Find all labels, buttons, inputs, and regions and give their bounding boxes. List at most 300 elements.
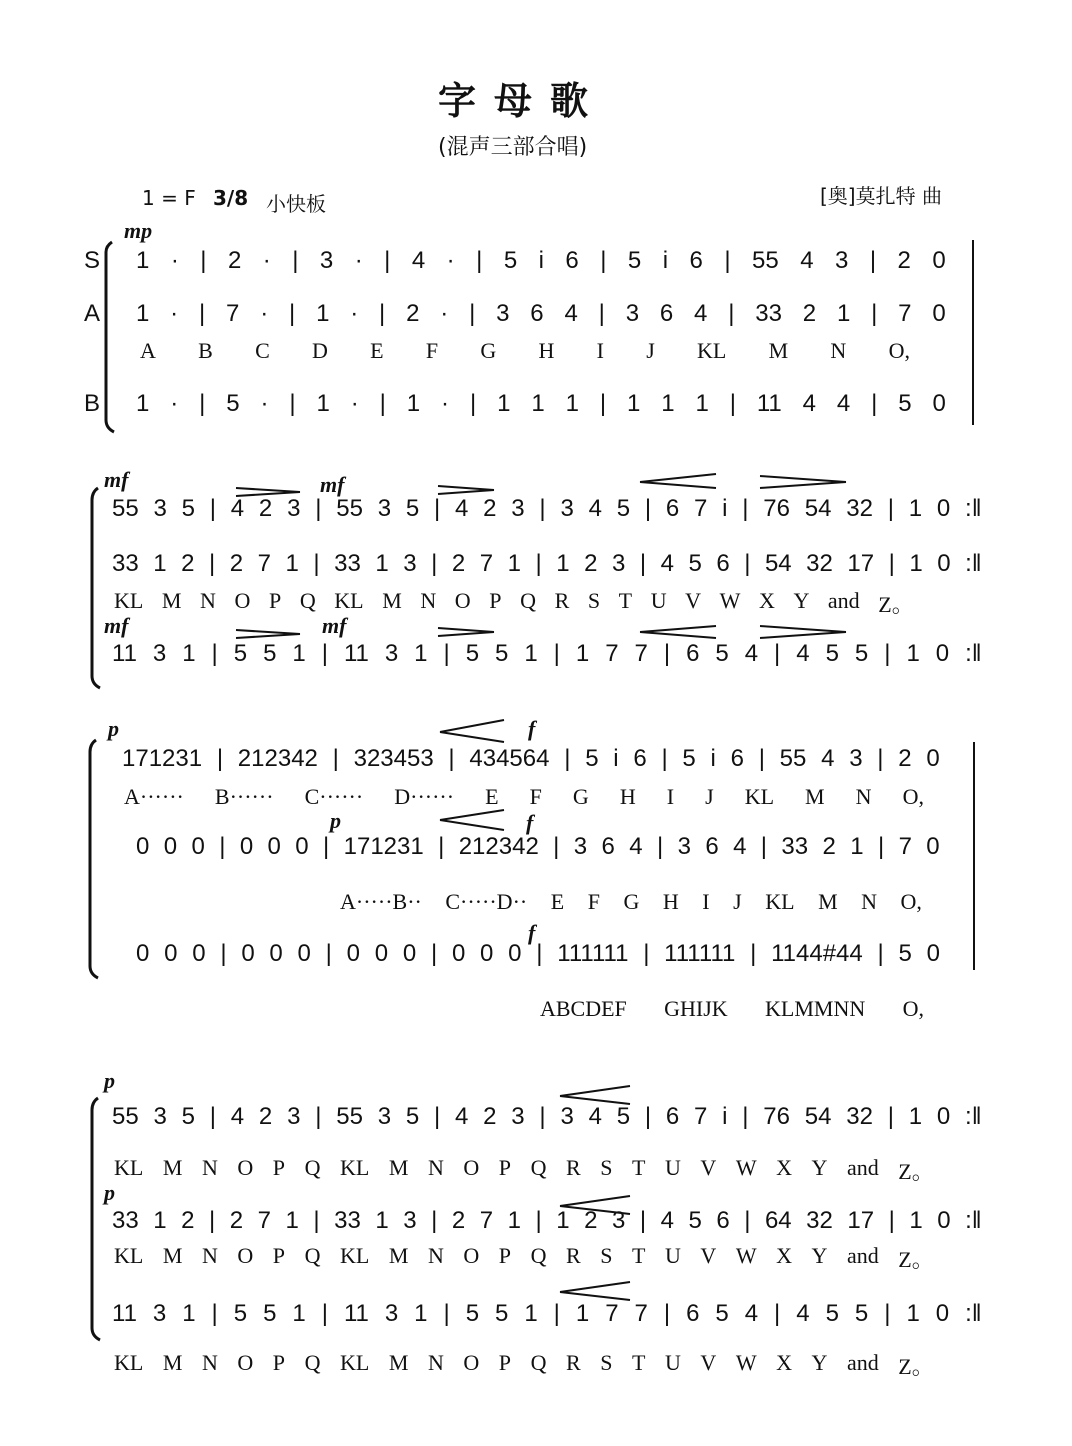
notation-token: P bbox=[498, 1243, 512, 1268]
notation-token: 5 bbox=[898, 390, 912, 417]
composer: [奥]莫扎特 曲 bbox=[820, 184, 942, 208]
notation-token: 1 bbox=[136, 390, 150, 417]
barline: | bbox=[744, 550, 751, 577]
notation-token: 3 bbox=[625, 300, 640, 327]
notation-token: 1 bbox=[153, 1207, 167, 1234]
notation-token: 3 bbox=[560, 495, 574, 522]
notation-token: 4 bbox=[821, 745, 835, 772]
notation-token: P bbox=[489, 588, 502, 613]
notation-token: · bbox=[446, 247, 455, 274]
notation-token: F bbox=[425, 338, 439, 363]
notation-token: 55 bbox=[112, 495, 139, 522]
notation-token: 2 bbox=[483, 495, 497, 522]
dynamic-f: f bbox=[528, 920, 536, 945]
notation-token: W bbox=[735, 1155, 757, 1180]
barline: | bbox=[600, 247, 607, 274]
notation-token: 0 bbox=[937, 550, 951, 577]
notation-token: T bbox=[618, 588, 633, 613]
notation-token: 1 bbox=[507, 1207, 521, 1234]
notation-token: ABCDEF bbox=[540, 996, 627, 1021]
notation-token: 32 bbox=[846, 495, 873, 522]
notation-token: H bbox=[619, 784, 636, 809]
notation-token: A······ bbox=[124, 784, 184, 809]
notation-token: M bbox=[818, 889, 838, 914]
barline: | bbox=[758, 745, 765, 772]
notation-token: 6 bbox=[601, 833, 615, 860]
barline: | bbox=[321, 1300, 328, 1327]
barline: | bbox=[379, 300, 386, 327]
notation-token: 0 bbox=[191, 833, 205, 860]
notation-token: 1 bbox=[414, 640, 428, 667]
barline: | bbox=[877, 833, 885, 860]
dynamic-mf: mf bbox=[104, 613, 129, 638]
notation-token: D bbox=[312, 338, 328, 363]
notation-token: 2 bbox=[229, 1207, 244, 1234]
notation-token: M bbox=[805, 784, 825, 809]
barline: | bbox=[289, 390, 296, 417]
notation-token: M bbox=[162, 1350, 183, 1375]
notation-token: 7 bbox=[479, 1207, 494, 1234]
notation-token: H bbox=[538, 338, 555, 363]
notation-token: T bbox=[632, 1243, 646, 1268]
notation-token: M bbox=[382, 588, 402, 613]
notation-token: 0 bbox=[935, 640, 950, 667]
notation-token: 54 bbox=[764, 550, 792, 577]
notation-token: 3 bbox=[384, 1300, 399, 1327]
barline: | bbox=[430, 940, 438, 967]
barline: | bbox=[313, 1207, 320, 1234]
notation-token: 171231 bbox=[122, 745, 203, 772]
notation-token: 0 bbox=[937, 1207, 951, 1234]
notation-token: N bbox=[855, 784, 872, 809]
barline: | bbox=[663, 1300, 671, 1327]
notation-token: 434564 bbox=[469, 745, 550, 772]
notation-token: 6 bbox=[565, 247, 579, 274]
notation-token: O bbox=[463, 1155, 480, 1180]
notation-token: i bbox=[662, 247, 669, 274]
notation-token: 7 bbox=[898, 300, 912, 327]
notation-token: 3 bbox=[152, 1300, 167, 1327]
notation-token: S bbox=[600, 1243, 613, 1268]
notation-token: Z。 bbox=[898, 1354, 934, 1379]
barline: | bbox=[887, 495, 894, 522]
notation-token: 32 bbox=[846, 1103, 873, 1130]
hairpin bbox=[438, 486, 494, 490]
notation-token: M bbox=[162, 1243, 183, 1268]
barline: | bbox=[888, 550, 895, 577]
notation-token: :‖ bbox=[965, 640, 982, 667]
notation-token: · bbox=[441, 390, 450, 417]
barline: | bbox=[384, 247, 391, 274]
dynamic-p: p bbox=[104, 1068, 115, 1093]
notation-token: 1 bbox=[375, 1207, 389, 1234]
notation-token: 3 bbox=[835, 247, 849, 274]
notation-token: 5 bbox=[616, 495, 631, 522]
notation-token: 33 bbox=[112, 550, 139, 577]
hairpin bbox=[640, 626, 716, 632]
notation-token: 5 bbox=[715, 1300, 729, 1327]
notation-token: 5 bbox=[503, 247, 518, 274]
barline: | bbox=[774, 640, 781, 667]
system-bracket bbox=[106, 242, 114, 432]
barline: | bbox=[219, 833, 226, 860]
notation-token: 5 bbox=[898, 940, 912, 967]
barline: | bbox=[724, 247, 731, 274]
notation-token: W bbox=[735, 1350, 757, 1375]
notation-token: 0 bbox=[346, 940, 360, 967]
notation-token: 17 bbox=[847, 1207, 875, 1234]
barline: | bbox=[877, 940, 884, 967]
notation-token: 7 bbox=[257, 550, 271, 577]
notation-token: N bbox=[830, 338, 847, 363]
notation-token: 6 bbox=[730, 745, 744, 772]
notation-token: W bbox=[735, 1243, 757, 1268]
notation-token: X bbox=[758, 588, 775, 613]
notation-token: E bbox=[485, 784, 499, 809]
notation-token: I bbox=[666, 784, 675, 809]
notation-token: 6 bbox=[716, 1207, 730, 1234]
barline: | bbox=[644, 495, 652, 522]
notation-token: 3 bbox=[573, 833, 588, 860]
notation-token: 1144#44 bbox=[771, 940, 863, 967]
notation-token: 1 bbox=[414, 1300, 428, 1327]
notation-token: 33 bbox=[781, 833, 809, 860]
notation-token: 0 bbox=[269, 940, 283, 967]
notation-token: 5 bbox=[263, 1300, 277, 1327]
notation-token: 4 bbox=[836, 390, 851, 417]
notation-token: · bbox=[260, 300, 269, 327]
dynamic-p: p bbox=[104, 1180, 115, 1205]
notation-token: 0 bbox=[508, 940, 522, 967]
notation-token: 5 bbox=[825, 1300, 839, 1327]
notation-token: 2 bbox=[802, 300, 817, 327]
notation-token: Z。 bbox=[898, 1247, 934, 1272]
notation-token: · bbox=[260, 390, 269, 417]
notation-token: 1 bbox=[626, 390, 641, 417]
notation-token: O, bbox=[902, 996, 924, 1021]
notation-token: 2 bbox=[258, 1103, 273, 1130]
notation-token: N bbox=[427, 1350, 444, 1375]
notation-token: X bbox=[776, 1350, 793, 1375]
barline: | bbox=[774, 1300, 781, 1327]
notation-token: 7 bbox=[634, 640, 648, 667]
notation-token: 17 bbox=[847, 550, 875, 577]
barline: | bbox=[289, 300, 296, 327]
notation-token: 3 bbox=[153, 495, 167, 522]
barline: | bbox=[871, 390, 878, 417]
notation-token: Q bbox=[520, 588, 536, 613]
notation-token: 54 bbox=[804, 495, 832, 522]
barline: | bbox=[598, 300, 605, 327]
dynamic-mf: mf bbox=[104, 467, 129, 492]
notation-token: S bbox=[587, 588, 601, 613]
notation-token: U bbox=[650, 588, 667, 613]
notation-token: 5 bbox=[854, 1300, 869, 1327]
barline: | bbox=[536, 940, 543, 967]
notation-token: :‖ bbox=[965, 1207, 982, 1234]
barline: | bbox=[729, 390, 736, 417]
notation-token: T bbox=[632, 1155, 646, 1180]
notation-token: I bbox=[702, 889, 710, 914]
notation-token: 3 bbox=[287, 495, 301, 522]
barline: | bbox=[208, 550, 216, 577]
barline: | bbox=[884, 1300, 891, 1327]
notation-token: i bbox=[710, 745, 716, 772]
notation-token: V bbox=[700, 1243, 717, 1268]
notation-token: 5 bbox=[465, 1300, 480, 1327]
notation-token: 0 bbox=[374, 940, 389, 967]
notation-token: 5 bbox=[682, 745, 696, 772]
notation-token: 0 bbox=[402, 940, 417, 967]
notation-token: 6 bbox=[686, 640, 700, 667]
notation-token: 6 bbox=[665, 1103, 680, 1130]
notation-token: 212342 bbox=[237, 745, 318, 772]
notation-token: 7 bbox=[257, 1207, 271, 1234]
notation-token: 3 bbox=[511, 495, 525, 522]
barline: | bbox=[553, 640, 560, 667]
notation-token: 1 bbox=[575, 640, 590, 667]
notation-token: S bbox=[600, 1350, 613, 1375]
hairpin bbox=[236, 492, 300, 496]
notation-token: N bbox=[201, 1350, 218, 1375]
notation-token: X bbox=[776, 1155, 793, 1180]
barline: | bbox=[200, 247, 207, 274]
notation-token: GHIJK bbox=[664, 996, 728, 1021]
notation-token: V bbox=[700, 1350, 717, 1375]
notation-token: KL bbox=[334, 588, 364, 613]
notation-token: 5 bbox=[627, 247, 642, 274]
notation-token: Y bbox=[793, 588, 810, 613]
barline: | bbox=[332, 745, 339, 772]
notation-token: P bbox=[498, 1155, 512, 1180]
notation-token: :‖ bbox=[965, 550, 982, 577]
hairpin bbox=[560, 1196, 630, 1206]
notation-token: 0 bbox=[932, 390, 946, 417]
dynamic-mp: mp bbox=[124, 218, 153, 243]
notation-token: 0 bbox=[295, 833, 309, 860]
notation-token: M bbox=[768, 338, 789, 363]
notation-token: 76 bbox=[763, 1103, 790, 1130]
notation-token: 2 bbox=[229, 550, 244, 577]
voice-label-soprano: S bbox=[84, 247, 101, 274]
barline: | bbox=[211, 1300, 218, 1327]
notation-token: 1 bbox=[661, 390, 675, 417]
notation-token: 33 bbox=[755, 300, 782, 327]
notation-token: 1 bbox=[182, 640, 196, 667]
notation-token: :‖ bbox=[965, 495, 982, 522]
notation-token: 7 bbox=[479, 550, 494, 577]
notation-token: and bbox=[846, 1155, 879, 1180]
notation-token: 5 bbox=[465, 640, 480, 667]
barline: | bbox=[599, 390, 607, 417]
notation-token: 54 bbox=[804, 1103, 832, 1130]
barline: | bbox=[639, 550, 647, 577]
notation-token: O bbox=[234, 588, 251, 613]
notation-token: N bbox=[201, 1155, 218, 1180]
notation-token: 1 bbox=[531, 390, 545, 417]
notation-token: P bbox=[268, 588, 282, 613]
barline: | bbox=[443, 1300, 450, 1327]
hairpin bbox=[560, 1206, 630, 1214]
barline: | bbox=[539, 495, 546, 522]
notation-token: M bbox=[388, 1155, 409, 1180]
notation-token: X bbox=[776, 1243, 793, 1268]
notation-token: 1 bbox=[695, 390, 709, 417]
notation-token: 0 bbox=[163, 833, 178, 860]
notation-token: O bbox=[463, 1350, 480, 1375]
hairpin bbox=[440, 732, 504, 742]
barline: | bbox=[448, 745, 455, 772]
hairpin bbox=[236, 630, 300, 634]
notation-token: 1 bbox=[575, 1300, 590, 1327]
notation-token: 3 bbox=[611, 1207, 626, 1234]
notation-token: I bbox=[596, 338, 604, 363]
notation-token: 0 bbox=[239, 833, 254, 860]
notation-token: 0 bbox=[926, 940, 940, 967]
dynamic-f: f bbox=[526, 810, 534, 835]
notation-token: 5 bbox=[233, 640, 248, 667]
notation-token: 4 bbox=[796, 640, 810, 667]
notation-token: 5 bbox=[715, 640, 729, 667]
notation-token: 2 bbox=[822, 833, 836, 860]
notation-token: P bbox=[272, 1243, 286, 1268]
notation-token: 33 bbox=[334, 1207, 361, 1234]
hairpin bbox=[560, 1282, 630, 1292]
barline: | bbox=[313, 550, 320, 577]
notation-token: 2 bbox=[897, 247, 911, 274]
notation-token: 1 bbox=[524, 640, 538, 667]
barline: | bbox=[742, 495, 749, 522]
notation-token: 1 bbox=[182, 1300, 196, 1327]
notation-token: P bbox=[272, 1350, 286, 1375]
notation-token: 33 bbox=[112, 1207, 139, 1234]
notation-token: E bbox=[550, 889, 565, 914]
notation-token: 1 bbox=[285, 1207, 299, 1234]
notation-token: P bbox=[498, 1350, 512, 1375]
hairpin bbox=[760, 626, 846, 632]
notation-token: 1 bbox=[909, 550, 923, 577]
notation-token: 0 bbox=[936, 495, 951, 522]
notation-token: 1 bbox=[556, 550, 570, 577]
hairpin bbox=[760, 482, 846, 488]
notation-token: M bbox=[388, 1243, 409, 1268]
notation-token: F bbox=[587, 889, 600, 914]
notation-token: 0 bbox=[926, 745, 940, 772]
barline: | bbox=[208, 1207, 216, 1234]
notation-token: 5 bbox=[616, 1103, 631, 1130]
notation-token: 0 bbox=[164, 940, 178, 967]
notation-token: 0 bbox=[136, 833, 150, 860]
hairpin bbox=[760, 476, 846, 482]
barline: | bbox=[209, 495, 216, 522]
notation-token: KL bbox=[340, 1350, 370, 1375]
notation-token: 1 bbox=[908, 1103, 923, 1130]
notation-token: 4 bbox=[588, 495, 602, 522]
notation-token: 6 bbox=[633, 745, 647, 772]
notation-token: 171231 bbox=[343, 833, 424, 860]
notation-token: G bbox=[572, 784, 589, 809]
notation-token: 3 bbox=[511, 1103, 525, 1130]
notation-token: 1 bbox=[906, 640, 920, 667]
notation-token: 11 bbox=[343, 640, 369, 667]
notation-token: 4 bbox=[694, 300, 708, 327]
notation-token: O, bbox=[902, 784, 924, 809]
notation-token: 1 bbox=[285, 550, 299, 577]
notation-token: U bbox=[664, 1155, 681, 1180]
barline: | bbox=[431, 550, 438, 577]
notation-token: 11 bbox=[756, 390, 782, 417]
notation-token: KL bbox=[114, 1350, 144, 1375]
notation-token: 5 bbox=[854, 640, 869, 667]
notation-token: 6 bbox=[659, 300, 674, 327]
notation-token: Z。 bbox=[898, 1159, 934, 1184]
barline: | bbox=[744, 1207, 751, 1234]
notation-token: KLMMNN bbox=[765, 996, 866, 1021]
key-signature: 1 = F bbox=[142, 186, 196, 210]
notation-token: R bbox=[566, 1243, 581, 1268]
voice-label-alto: A bbox=[84, 300, 101, 327]
notation-token: S bbox=[600, 1155, 613, 1180]
barline: | bbox=[760, 833, 768, 860]
barline: | bbox=[321, 640, 328, 667]
notation-token: D······ bbox=[394, 784, 455, 809]
notation-token: KL bbox=[114, 1243, 144, 1268]
dynamic-p: p bbox=[330, 808, 341, 833]
notation-token: Y bbox=[811, 1155, 828, 1180]
notation-token: C·····D·· bbox=[445, 889, 528, 914]
notation-token: U bbox=[664, 1350, 681, 1375]
notation-token: 212342 bbox=[458, 833, 539, 860]
hairpin bbox=[438, 628, 494, 632]
notation-token: :‖ bbox=[965, 1300, 982, 1327]
hairpin bbox=[560, 1292, 630, 1300]
hairpin bbox=[438, 490, 494, 494]
notation-token: 5 bbox=[405, 1103, 420, 1130]
notation-token: 2 bbox=[483, 1103, 497, 1130]
barline: | bbox=[476, 247, 483, 274]
notation-token: 7 bbox=[605, 1300, 619, 1327]
notation-token: 4 bbox=[230, 1103, 245, 1130]
notation-token: Q bbox=[530, 1155, 547, 1180]
notation-token: 0 bbox=[935, 1300, 950, 1327]
notation-token: 4 bbox=[744, 640, 759, 667]
notation-token: 111111 bbox=[664, 940, 736, 967]
notation-token: 1 bbox=[292, 1300, 306, 1327]
barline: | bbox=[884, 640, 891, 667]
notation-token: O bbox=[463, 1243, 480, 1268]
barline: | bbox=[663, 640, 671, 667]
notation-token: N bbox=[427, 1243, 444, 1268]
notation-token: 7 bbox=[694, 495, 708, 522]
hairpin bbox=[640, 632, 716, 638]
hairpin bbox=[640, 482, 716, 488]
notation-token: 1 bbox=[292, 640, 306, 667]
notation-token: 1 bbox=[316, 390, 330, 417]
barline: | bbox=[553, 1300, 560, 1327]
notation-token: 7 bbox=[694, 1103, 708, 1130]
notation-token: Q bbox=[299, 588, 316, 613]
notation-token: 1 bbox=[316, 300, 330, 327]
notation-token: 5 bbox=[495, 640, 509, 667]
notation-token: 2 bbox=[451, 550, 466, 577]
notation-token: 5 bbox=[405, 495, 420, 522]
notation-token: 0 bbox=[136, 940, 150, 967]
notation-token: C bbox=[255, 338, 270, 363]
notation-token: and bbox=[827, 588, 860, 613]
notation-token: N bbox=[427, 1155, 444, 1180]
notation-token: 1 bbox=[565, 390, 579, 417]
notation-token: i bbox=[613, 745, 619, 772]
